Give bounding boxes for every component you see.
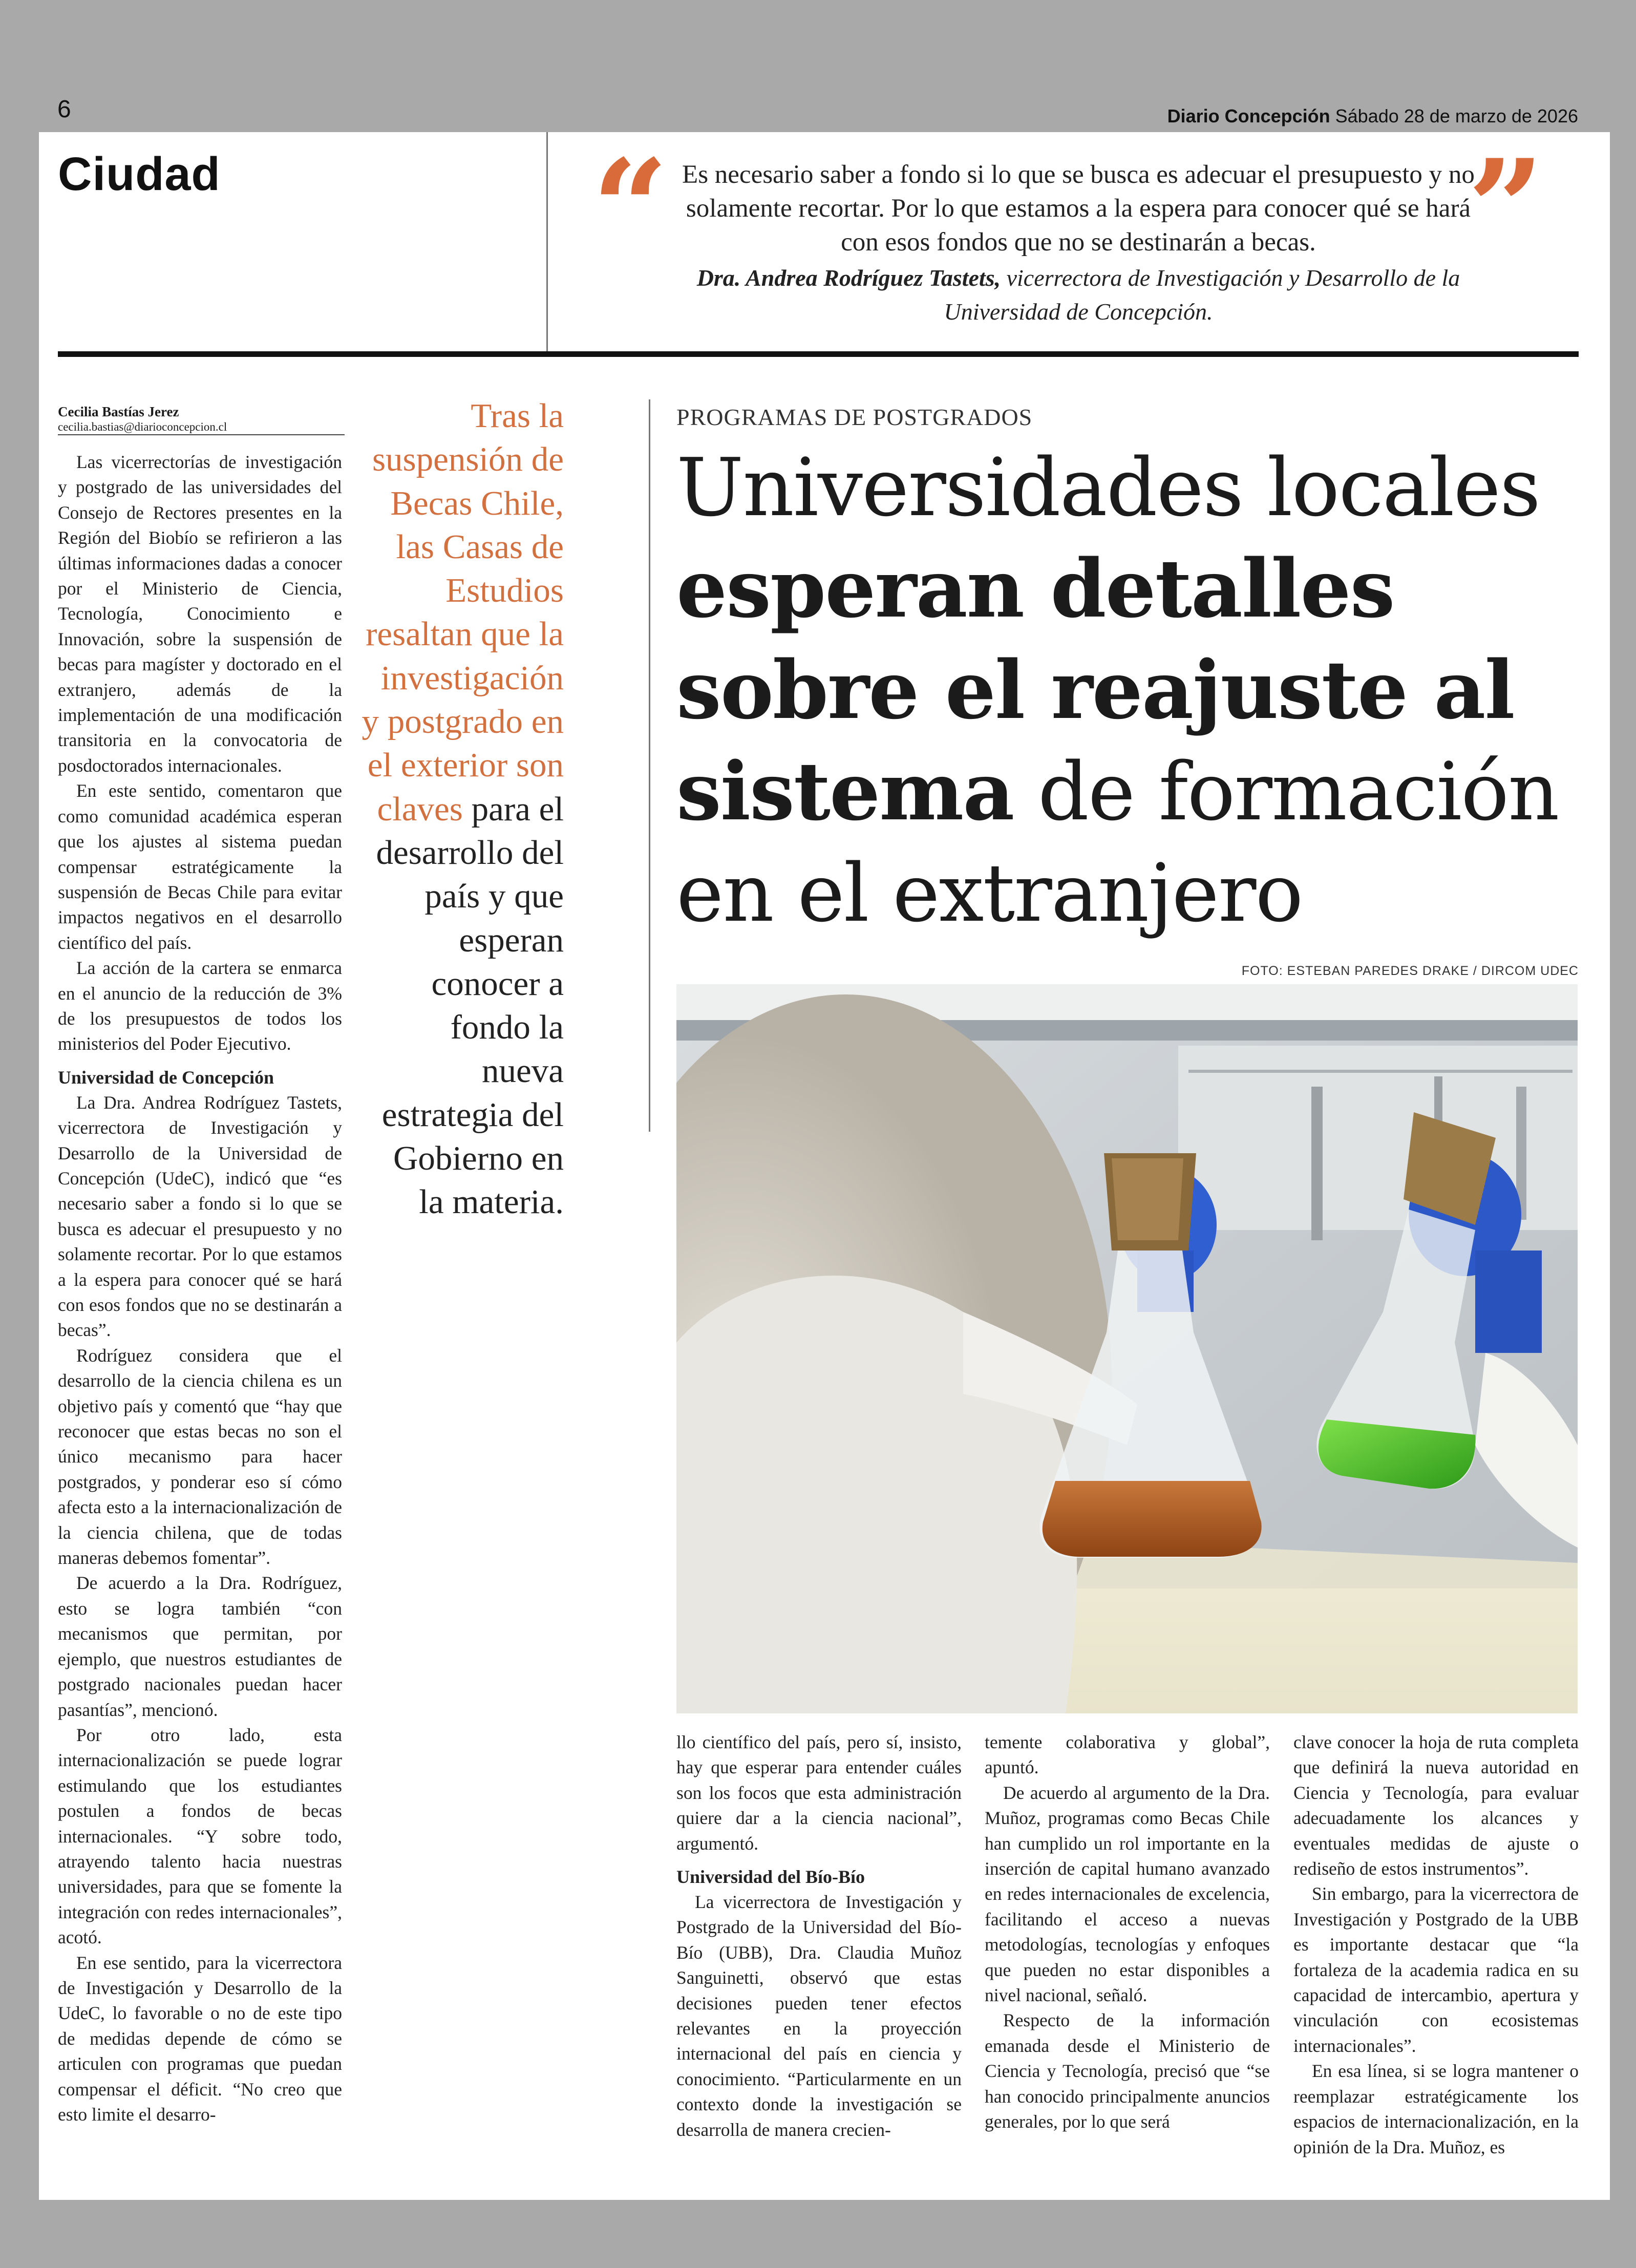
paragraph: Las vicerrectorías de investigación y postgrado de las universidades del Consejo de Rectores presentes en la Región del Biobío se refirieron a las últimas informaciones dadas a conocer por el Ministerio de Ciencia, Tecnología, Conocimiento e Innovación, sobre la suspensión de becas para magíster y doctorado en el extranjero, además de la implementación de una modificación transitoria en la convocatoria de posdoctorados internacionales. <box>58 452 342 776</box>
paragraph: En este sentido, comentaron que como comunidad académica esperan que los ajustes al sistema puedan compensar estratégicamente la suspensión de Becas Chile para evitar impactos negativos en el desarrollo científico del país. <box>58 780 342 953</box>
paragraph: De acuerdo a la Dra. Rodríguez, esto se logra también “con mecanismos que permitan, por ejemplo, que nuestros estudiantes de postgrado nacionales puedan hacer pasantías”, mencionó. <box>58 1573 342 1720</box>
byline <box>58 404 345 435</box>
newspaper-page <box>39 132 1610 2200</box>
paragraph: La vicerrectora de Investigación y Postgrado de la Universidad del Bío-Bío (UBB), Dra. Claudia Muñoz Sanguinetti, observó que estas decisiones pueden tener efectos relevantes en la proyección internacional del país en ciencia y conocimiento. “Particularmente en un contexto donde la investigación se desarrolla de manera crecien- <box>676 1892 962 2140</box>
headline-line-1: Universidades locales <box>676 441 1540 534</box>
open-quote-icon: “ <box>592 131 669 287</box>
paragraph: Por otro lado, esta internacionalización se puede lograr estimulando que los estudiantes postulen a fondos de becas internacionales. “Y sobre todo, atrayendo talento hacia nuestras universidades, para que se fomente la integración con redes internacionales”, acotó. <box>58 1724 342 1948</box>
close-quote-icon: ” <box>1468 131 1544 287</box>
issue-date: Sábado 28 de marzo de 2026 <box>1335 105 1578 126</box>
kicker: PROGRAMAS DE POSTGRADOS <box>676 404 1033 430</box>
page-number: 6 <box>57 96 71 123</box>
photo-credit: FOTO: ESTEBAN PAREDES DRAKE / DIRCOM UDEC <box>1241 964 1579 978</box>
author-name: Cecilia Bastías Jerez <box>58 404 179 419</box>
article-column-4 <box>1293 1730 1579 2160</box>
pull-quote <box>362 394 564 1224</box>
headline-bold: esperan detalles sobre el reajuste al sistema <box>676 542 1514 838</box>
paragraph: En ese sentido, para la vicerrectora de Investigación y Desarrollo de la UdeC, lo favorable o no de este tipo de medidas depende de cómo se articulen con programas que puedan compensar el déficit. “No creo que esto limite el desarro- <box>58 1952 342 2125</box>
paragraph: La acción de la cartera se enmarca en el anuncio de la reducción de 3% de los presupuestos de todos los ministerios del Poder Ejecutivo. <box>58 958 342 1054</box>
paragraph: Sin embargo, para la vicerrectora de Investigación y Postgrado de la UBB es importante destacar que “la fortaleza de la academia radica en su capacidad de intercambio, apertura y vinculación con ecosistemas internacionales”. <box>1293 1883 1579 2056</box>
paragraph: De acuerdo al argumento de la Dra. Muñoz, programas como Becas Chile han cumplido un rol importante en la inserción de capital humano avanzado en redes internacionales de excelencia, facilitando el acceso a nuevas metodologías, tecnologías y enfoques que pueden no estar disponibles a nivel nacional, señaló. <box>985 1782 1270 2006</box>
header-rule <box>58 351 1579 357</box>
paragraph: temente colaborativa y global”, apuntó. <box>985 1732 1270 1778</box>
masthead <box>1167 105 1578 127</box>
section-title: Ciudad <box>58 148 221 200</box>
newspaper-name: Diario Concepción <box>1167 105 1330 126</box>
subheading-ubb: Universidad del Bío-Bío <box>676 1867 865 1888</box>
paragraph: En esa línea, si se logra mantener o reemplazar estratégicamente los espacios de internacionalización, en la opinión de la Dra. Muñoz, es <box>1293 2061 1579 2157</box>
pull-quote-divider <box>649 399 650 1132</box>
article-column-1 <box>58 450 342 2127</box>
pull-quote-rest: para el desarrollo del país y que esperan conocer a fondo la nueva estrategia del Gobierno en la materia. <box>376 790 564 1221</box>
paragraph: Rodríguez considera que el desarrollo de la ciencia chilena es un objetivo país y comentó que “hay que reconocer que estas becas no son el único mecanismo para hacer postgrados, y ponderar eso sí cómo afecta esto a la internacionalización de la ciencia chilena, que de todas maneras debemos fomentar”. <box>58 1345 342 1568</box>
headline <box>676 437 1598 944</box>
featured-quote-author <box>669 261 1488 329</box>
subheading-udec: Universidad de Concepción <box>58 1067 274 1088</box>
paragraph: La Dra. Andrea Rodríguez Tastets, vicerrectora de Investigación y Desarrollo de la Universidad de Concepción (UdeC), indicó que “es necesario saber a fondo si lo que se busca es adecuar el presupuesto y no solamente recortar. Por lo que estamos a la espera para conocer qué se hará con esos fondos que no se destinarán a becas”. <box>58 1092 342 1341</box>
paragraph: clave conocer la hoja de ruta completa que definirá la nueva autoridad en Ciencia y Tecnología, para evaluar adecuadamente los alcances y eventuales medidas de ajuste o rediseño de estos instrumentos”. <box>1293 1732 1579 1879</box>
article-column-3 <box>985 1730 1270 2135</box>
pull-quote-accent: Tras la suspensión de Becas Chile, las Casas de Estudios resaltan que la investigación y postgrado en el exterior son claves <box>362 397 564 828</box>
quote-author-role: vicerrectora de Investigación y Desarrollo de la Universidad de Concepción. <box>944 265 1460 325</box>
paragraph: llo científico del país, pero sí, insisto, hay que esperar para entender cuáles son los focos que esta administración quiere dar a la ciencia nacional”, argumentó. <box>676 1732 962 1854</box>
featured-quote: Es necesario saber a fondo si lo que se busca es adecuar el presupuesto y no solamente recortar. Por lo que estamos a la espera para conocer qué se hará con esos fondos que no se destinarán a becas. <box>682 160 1475 257</box>
lab-photo <box>676 984 1578 1713</box>
paragraph: Respecto de la información emanada desde el Ministerio de Ciencia y Tecnología, precisó que “se han conocido principalmente anuncios generales, por lo que será <box>985 2010 1270 2132</box>
quote-author-name: Dra. Andrea Rodríguez Tastets, <box>696 265 1001 291</box>
header-divider <box>546 132 548 352</box>
headline-rest: de formación en el extranjero <box>676 745 1559 940</box>
author-email[interactable]: cecilia.bastias@diarioconcepcion.cl <box>58 420 227 433</box>
article-column-2 <box>676 1730 962 2143</box>
